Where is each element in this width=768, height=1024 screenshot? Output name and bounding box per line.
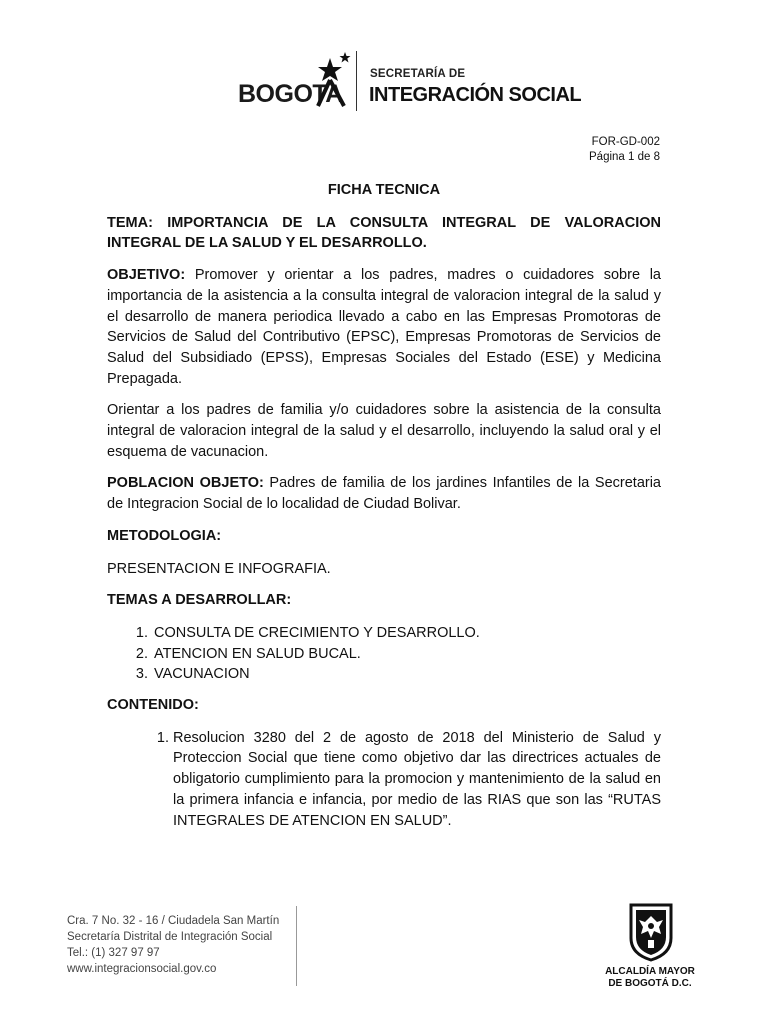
contenido-heading: CONTENIDO:	[107, 697, 199, 714]
document-title: FICHA TECNICA	[327, 182, 441, 198]
objetivo-text: Promover y orientar a los padres, madres o cuidadores sobre la importancia de la asistencia a la consulta integral de valoracion integral de la salud y el desarrollo de manera periodica llevado a cabo en las Empresas Promotoras de Servicios de Salud del Contributivo (EPSC), Empresas Promotoras de Servicios de Salud del Subsidiado (EPSS), Empresas Sociales del Estado (ESE) y Medicina Prepagada.	[107, 267, 661, 387]
document-body	[107, 180, 661, 831]
alcaldia-logo-text	[600, 966, 700, 990]
footer-phone: Tel.: (1) 327 97 97	[67, 947, 160, 959]
list-item: 1. Resolucion 3280 del 2 de agosto de 2018 del Ministerio de Salud y Proteccion Social que tiene como objetivo dar las directrices actuales de obligatorio cumplimiento para la promocion y mantenimiento de la salud en la primera infancia e infancia, por medio de las RIAS que son las “RUTAS INTEGRALES DE ATENCION EN SALUD”.	[173, 728, 661, 832]
page-number: Página 1 de 8	[589, 151, 660, 163]
document-header	[0, 0, 768, 120]
bogota-logo-wordmark: BOGOTA	[238, 80, 343, 108]
poblacion-label: POBLACION OBJETO:	[107, 475, 264, 492]
list-item: 3. VACUNACION	[152, 664, 661, 685]
temas-heading: TEMAS A DESARROLLAR:	[107, 592, 292, 609]
contenido-list	[107, 728, 661, 832]
poblacion-paragraph	[107, 473, 661, 514]
alcaldia-line-2: DE BOGOTÁ D.C.	[608, 978, 692, 989]
footer-entity: Secretaría Distrital de Integración Social	[67, 931, 273, 943]
list-item: 1. CONSULTA DE CRECIMIENTO Y DESARROLLO.	[152, 623, 661, 644]
footer-divider	[296, 906, 297, 986]
metodologia-heading: METODOLOGIA:	[107, 527, 222, 544]
secretaria-label: SECRETARÍA DE	[370, 68, 466, 80]
bogota-star-icon	[310, 50, 354, 108]
integracion-social-label: INTEGRACIÓN SOCIAL	[369, 84, 582, 106]
footer-address: Cra. 7 No. 32 - 16 / Ciudadela San Martín	[67, 915, 280, 927]
metodologia-text: PRESENTACION E INFOGRAFIA.	[107, 560, 331, 577]
footer-contact	[67, 913, 279, 977]
temas-list	[107, 623, 661, 685]
objetivo-paragraph	[107, 265, 661, 389]
tema-paragraph: TEMA: IMPORTANCIA DE LA CONSULTA INTEGRAL DE VALORACION INTEGRAL DE LA SALUD Y EL DESARROLLO.	[107, 214, 661, 252]
objetivo-label: OBJETIVO:	[107, 267, 186, 284]
coat-of-arms-icon	[628, 902, 674, 962]
poblacion-text: Padres de familia de los jardines Infantiles de la Secretaria de Integracion Social de lo localidad de Ciudad Bolivar.	[107, 475, 661, 513]
alcaldia-line-1: ALCALDÍA MAYOR	[605, 966, 695, 977]
document-reference	[589, 135, 660, 165]
objetivo-paragraph-2: Orientar a los padres de familia y/o cuidadores sobre la asistencia de la consulta integral de valoracion integral de la salud y el desarrollo, incluyendo la salud oral y el esquema de vacunacion.	[107, 402, 661, 460]
list-item: 2. ATENCION EN SALUD BUCAL.	[152, 644, 661, 665]
logo-divider	[356, 51, 357, 111]
footer-website: www.integracionsocial.gov.co	[67, 963, 217, 975]
document-code: FOR-GD-002	[591, 136, 660, 148]
